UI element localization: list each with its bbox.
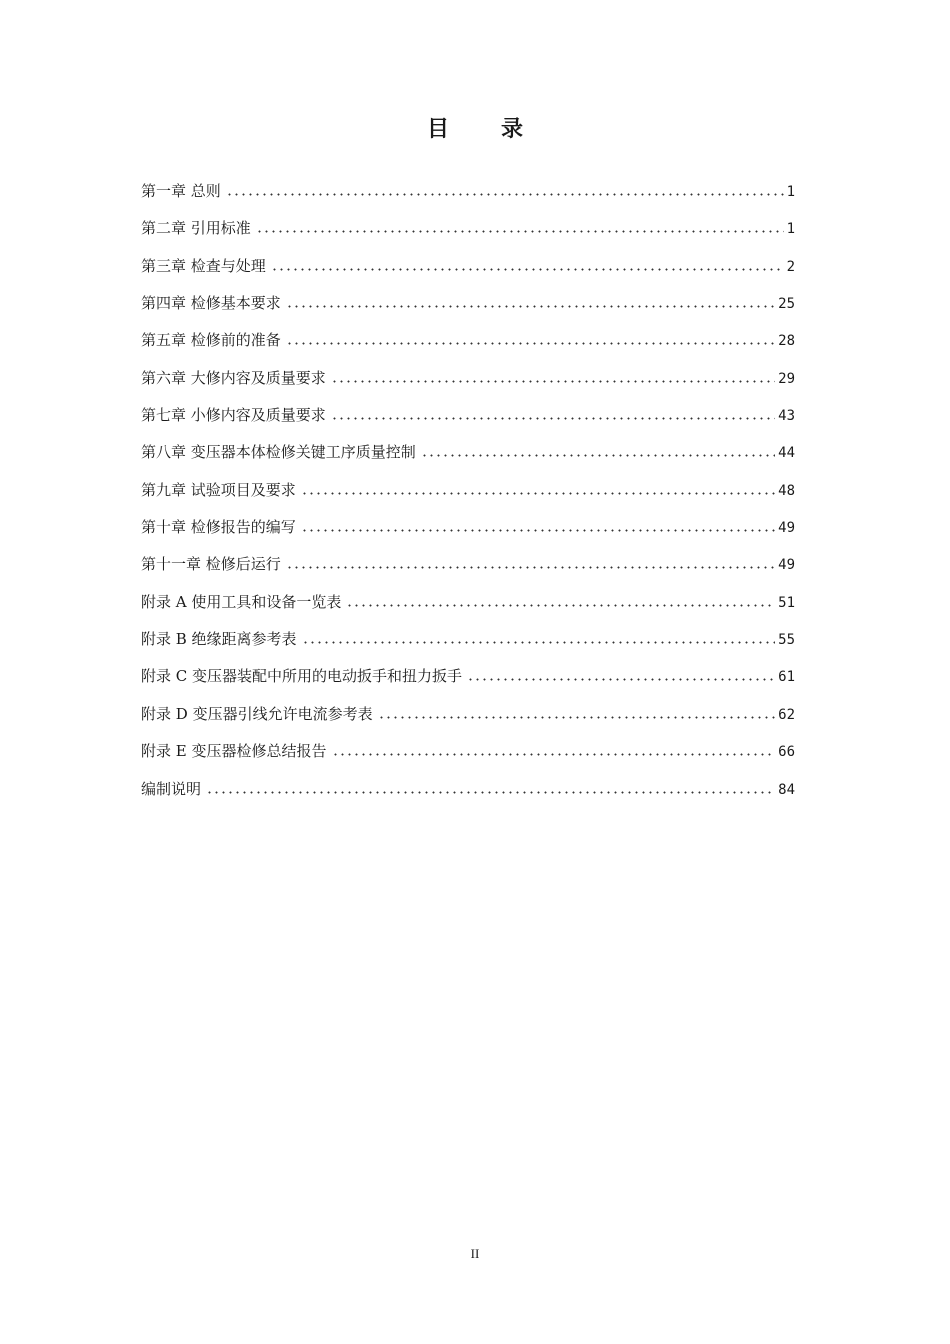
toc-entry-label: 附录 D 变压器引线允许电流参考表: [141, 704, 373, 723]
toc-entry-label: 第三章 检查与处理: [141, 256, 266, 275]
toc-dot-leader: [301, 520, 775, 532]
toc-entry-page: 28: [778, 333, 795, 350]
toc-entry-label: 第四章 检修基本要求: [141, 294, 281, 313]
toc-dot-leader: [421, 445, 775, 457]
toc-entry-label: 第五章 检修前的准备: [141, 331, 281, 350]
toc-dot-leader: [286, 296, 775, 308]
page-title: 目录: [426, 117, 575, 142]
toc-dot-leader: [226, 184, 784, 196]
toc-entry[interactable]: [141, 584, 795, 621]
toc-entry-page: 62: [778, 706, 795, 723]
toc-dot-leader: [256, 221, 784, 233]
toc-entry[interactable]: [141, 434, 795, 471]
toc-entry-page: 84: [778, 781, 795, 798]
toc-entry-page: 29: [778, 370, 795, 387]
toc-entry-label: 第十一章 检修后运行: [141, 555, 281, 574]
toc-entry[interactable]: [141, 173, 795, 210]
toc-entry[interactable]: [141, 696, 795, 733]
toc-dot-leader: [286, 333, 775, 345]
toc-dot-leader: [302, 632, 776, 644]
toc-entry-page: 1: [786, 221, 795, 238]
toc-entry-page: 49: [778, 520, 795, 537]
toc-entry-page: 43: [778, 408, 795, 425]
toc-entry-label: 第九章 试验项目及要求: [141, 480, 296, 499]
toc-entry[interactable]: [141, 771, 795, 808]
toc-entry-label: 编制说明: [141, 779, 202, 798]
toc-dot-leader: [346, 595, 775, 607]
toc-entry-page: 51: [778, 594, 795, 611]
toc-dot-leader: [467, 669, 775, 681]
toc-dot-leader: [378, 707, 776, 719]
toc-entry-label: 第一章 总则: [141, 182, 221, 200]
toc-entry-page: 2: [786, 258, 795, 275]
toc-entry[interactable]: [141, 248, 795, 285]
toc-entry-label: 第七章 小修内容及质量要求: [141, 406, 326, 425]
toc-dot-leader: [286, 557, 775, 569]
toc-dot-leader: [331, 408, 775, 420]
toc-entry[interactable]: [141, 210, 795, 247]
toc-entry-page: 44: [778, 445, 795, 462]
toc-entry-label: 第六章 大修内容及质量要求: [141, 368, 326, 387]
toc-entry-page: 66: [778, 744, 795, 761]
toc-entry[interactable]: [141, 322, 795, 359]
toc-entry-page: 1: [786, 184, 795, 200]
toc-entry[interactable]: [141, 472, 795, 509]
toc-entry-page: 61: [778, 669, 795, 686]
toc-entry-label: 第二章 引用标准: [141, 219, 251, 238]
toc-entry[interactable]: [141, 285, 795, 322]
table-of-contents: [141, 173, 795, 808]
toc-dot-leader: [301, 483, 775, 495]
toc-entry-page: 49: [778, 557, 795, 574]
toc-entry-label: 附录 C 变压器装配中所用的电动扳手和扭力扳手: [141, 667, 463, 686]
toc-dot-leader: [271, 259, 784, 271]
toc-entry[interactable]: [141, 621, 795, 658]
page-number: II: [470, 1246, 480, 1261]
toc-entry-label: 附录 E 变压器检修总结报告: [141, 742, 327, 761]
toc-entry-page: 25: [778, 296, 795, 313]
toc-entry-label: 附录 A 使用工具和设备一览表: [141, 592, 342, 611]
toc-entry-page: 48: [778, 482, 795, 499]
toc-entry[interactable]: [141, 360, 795, 397]
toc-entry[interactable]: [141, 658, 795, 695]
toc-entry-label: 附录 B 绝缘距离参考表: [141, 630, 297, 649]
toc-entry[interactable]: [141, 733, 795, 770]
toc-dot-leader: [206, 782, 775, 794]
toc-dot-leader: [332, 744, 776, 756]
toc-entry-page: 55: [778, 632, 795, 649]
toc-entry[interactable]: [141, 509, 795, 546]
toc-entry-label: 第十章 检修报告的编写: [141, 518, 296, 537]
toc-entry-label: 第八章 变压器本体检修关键工序质量控制: [141, 443, 416, 462]
toc-entry[interactable]: [141, 546, 795, 583]
toc-entry[interactable]: [141, 397, 795, 434]
toc-dot-leader: [331, 371, 775, 383]
